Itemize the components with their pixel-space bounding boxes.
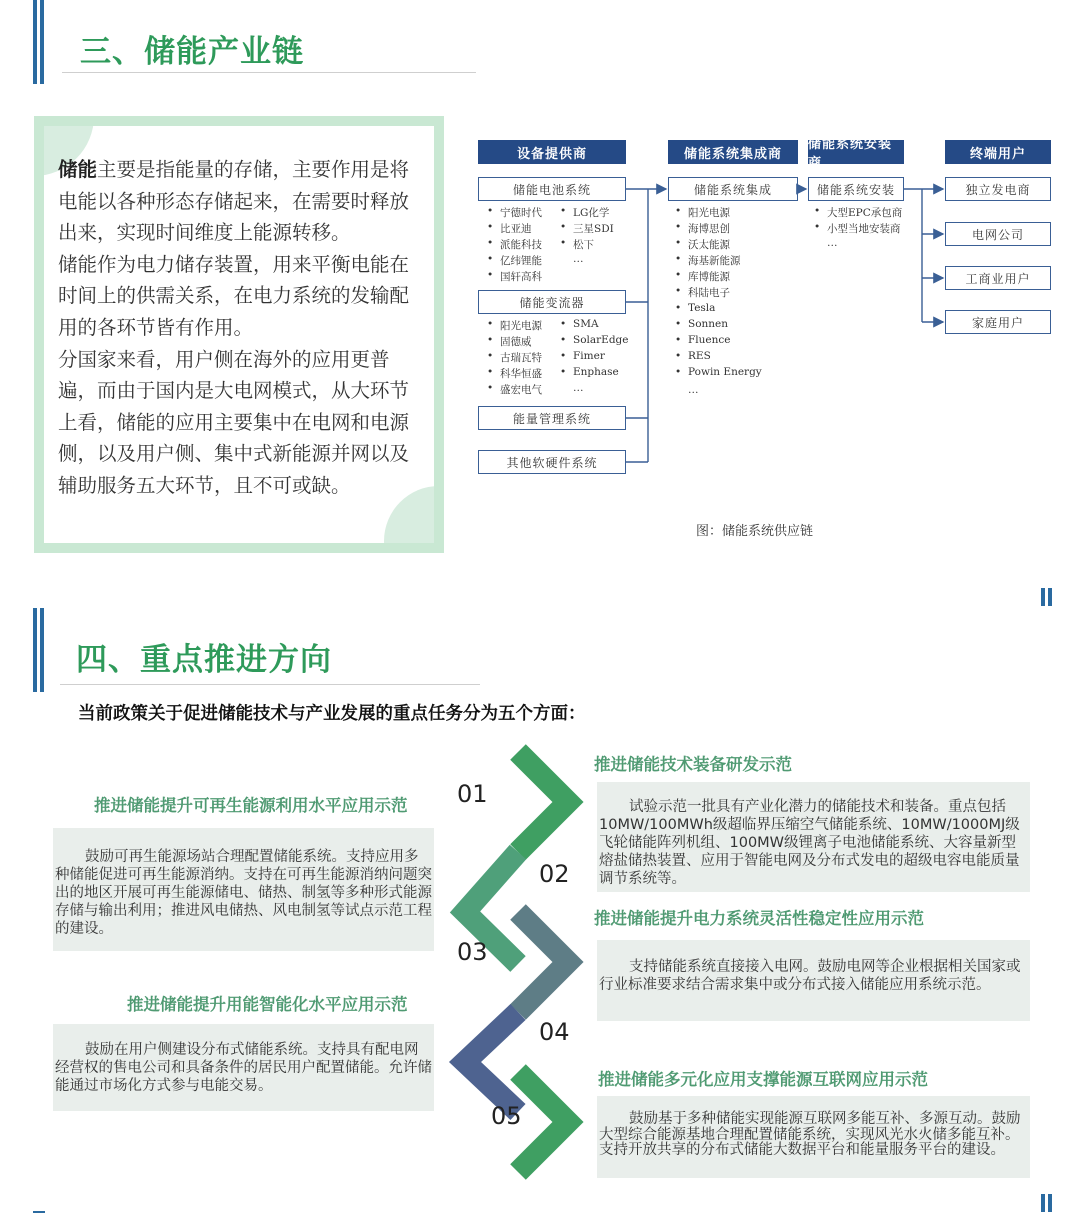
section4-title: 四、重点推进方向 — [76, 642, 332, 678]
battery-vendor-more: … — [573, 253, 584, 265]
integrator: • Powin Energy — [688, 366, 762, 378]
pcs-vendor: • SolarEdge — [573, 334, 628, 346]
section3-title: 三、储能产业链 — [80, 34, 304, 70]
installer: • 大型EPC承包商 — [827, 205, 902, 220]
header-installers: 储能系统安装商 — [808, 140, 904, 164]
page-marker-bar — [1048, 1194, 1052, 1212]
section4-subtitle: 当前政策关于促进储能技术与产业发展的重点任务分为五个方面： — [78, 704, 586, 724]
battery-vendor: • 松下 — [573, 237, 594, 252]
battery-vendor: • 宁德时代 — [500, 205, 542, 220]
item-number-05: 05 — [491, 1102, 522, 1130]
diagram-caption: 图：储能系统供应链 — [696, 524, 814, 539]
page-marker-bar — [1041, 1194, 1045, 1212]
pcs-vendor: • 盛宏电气 — [500, 382, 542, 397]
battery-vendor: • 三星SDI — [573, 221, 614, 236]
user-household-box: 家庭用户 — [945, 310, 1051, 334]
integration-box: 储能系统集成 — [668, 177, 798, 201]
item-title-05: 推进储能多元化应用支撑能源互联网应用示范 — [598, 1070, 928, 1089]
item-title-04: 推进储能提升用能智能化水平应用示范 — [127, 995, 408, 1014]
pcs-vendor: • Enphase — [573, 366, 619, 378]
item-desc-01: 鼓励可再生能源场站合理配置储能系统。支持应用多种储能促进可再生能源消纳。支持在可再生能源消纳问题突出的地区开展可再生能源储电、储热、制氢等多种形式能源存储与输出利用；推进风电储热、风电制氢等试点示范工程的建设。 — [53, 828, 434, 951]
other-systems-box: 其他软硬件系统 — [478, 450, 626, 474]
item-desc-02: 试验示范一批具有产业化潜力的储能技术和装备。重点包括10MW/100MWh级超临界压缩空气储能系统、10MW/1000MJ级飞轮储能阵列机组、100MW级锂离子电池储能系统、大容量新型熔盐储热装置、应用于智能电网及分布式发电的超级电容电能质量调节系统等。 — [597, 782, 1030, 892]
integrator-more: … — [688, 384, 699, 396]
item-desc-05: 鼓励基于多种储能实现能源互联网多能互补、多源互动。鼓励大型综合能源基地合理配置储能系统，实现风光水火储多能互补。支持开放共享的分布式储能大数据平台和能量服务平台的建设。 — [597, 1096, 1030, 1178]
battery-vendor: • 派能科技 — [500, 237, 542, 252]
intro-paragraph-1: 储能主要是指能量的存储，主要作用是将电能以各种形态存储起来，在需要时释放出来，实现时间维度上能源转移。 — [58, 158, 410, 245]
battery-vendor: • 亿纬锂能 — [500, 253, 542, 268]
integrator: • 海博思创 — [688, 221, 730, 236]
integrator: • 海基新能源 — [688, 253, 741, 268]
pcs-vendor: • 固德威 — [500, 334, 532, 349]
installer-more: … — [827, 237, 838, 249]
item-number-01: 01 — [457, 780, 488, 808]
user-commercial-box: 工商业用户 — [945, 266, 1051, 290]
integrator: • Sonnen — [688, 318, 728, 330]
intro-paragraph-2: 储能作为电力储存装置，用来平衡电能在时间上的供需关系，在电力系统的发输配用的各环节皆有作用。 — [58, 252, 410, 339]
item-title-03: 推进储能提升电力系统灵活性稳定性应用示范 — [594, 909, 924, 928]
integrator: • Fluence — [688, 334, 730, 346]
pcs-vendor: • 阳光电源 — [500, 318, 542, 333]
integrator: • RES — [688, 350, 711, 362]
intro-paragraph-3: 分国家来看，用户侧在海外的应用更普遍，而由于国内是大电网模式，从大环节上看，储能的应用主要集中在电网和电源侧，以及用户侧、集中式新能源并网以及辅助服务五大环节，且不可或缺。 — [58, 347, 410, 497]
item-desc-04: 鼓励在用户侧建设分布式储能系统。支持具有配电网经营权的售电公司和具备条件的居民用户配置储能。允许储能通过市场化方式参与电能交易。 — [53, 1024, 434, 1111]
pcs-vendor: • Fimer — [573, 350, 605, 362]
battery-vendor: • 国轩高科 — [500, 269, 542, 284]
item-title-01: 推进储能提升可再生能源利用水平应用示范 — [94, 796, 408, 815]
header-integrators: 储能系统集成商 — [668, 140, 798, 164]
intro-bold-term: 储能 — [58, 158, 98, 181]
install-box: 储能系统安装 — [808, 177, 904, 201]
integrator: • 库博能源 — [688, 269, 730, 284]
integrator: • 科陆电子 — [688, 285, 730, 300]
item-number-02: 02 — [539, 860, 570, 888]
pcs-box: 储能变流器 — [478, 290, 626, 314]
battery-vendor: • LG化学 — [573, 205, 609, 220]
battery-system-box: 储能电池系统 — [478, 177, 626, 201]
integrator: • Tesla — [688, 302, 715, 314]
integrator: • 沃太能源 — [688, 237, 730, 252]
item-title-02: 推进储能技术装备研发示范 — [594, 755, 792, 774]
pcs-vendor: • SMA — [573, 318, 599, 330]
pcs-vendor: • 古瑞瓦特 — [500, 350, 542, 365]
pcs-vendor-more: … — [573, 382, 584, 394]
battery-vendor: • 比亚迪 — [500, 221, 532, 236]
ems-box: 能量管理系统 — [478, 406, 626, 430]
item-desc-03: 支持储能系统直接接入电网。鼓励电网等企业根据相关国家或行业标准要求结合需求集中或分布式接入储能应用系统示范。 — [597, 940, 1030, 1021]
installer: • 小型当地安装商 — [827, 221, 901, 236]
user-grid-box: 电网公司 — [945, 222, 1051, 246]
item-number-04: 04 — [539, 1018, 570, 1046]
page-edge-mark — [33, 1211, 45, 1213]
header-end-users: 终端用户 — [945, 140, 1051, 164]
integrator: • 阳光电源 — [688, 205, 730, 220]
header-equipment-suppliers: 设备提供商 — [478, 140, 626, 164]
pcs-vendor: • 科华恒盛 — [500, 366, 542, 381]
item-number-03: 03 — [457, 938, 488, 966]
user-ipp-box: 独立发电商 — [945, 177, 1051, 201]
